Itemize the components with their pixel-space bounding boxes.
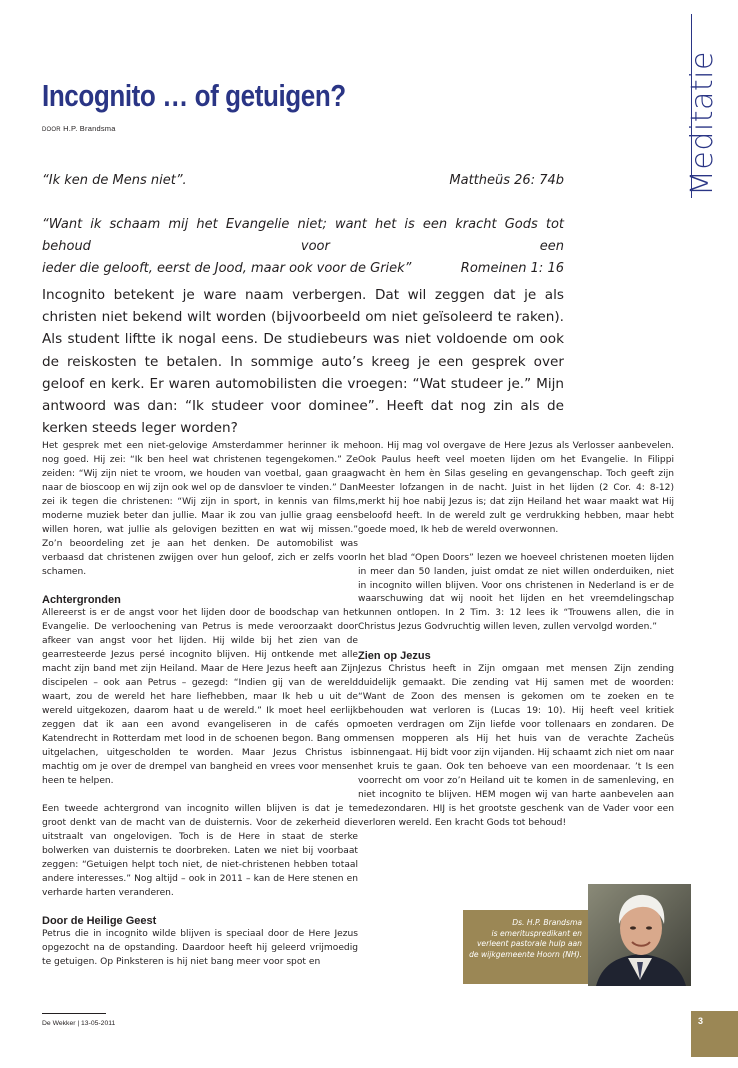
right-paragraph-2: In het blad “Open Doors” lezen we hoeveel christenen moeten lijden in meer dan 50 landen, juist omdat ze niet willen onderduiken, niet in incognito willen blijven. Voor ons christenen in Nederland is er de waarschuwing dat wij nooit het lijden en het vreemdelingschap kunnen ontlopen. In 2 Tim. 3: 12 lees ik “Trouwens allen, die in Christus Jezus Godvruchtig willen leven, zullen vervolgd worden.” (358, 552, 674, 633)
author-name: H.P. Brandsma (63, 124, 116, 133)
epigraph-2-line-2 (42, 258, 564, 280)
footer-publication: De Wekker | 13-05-2011 (42, 1020, 116, 1027)
left-paragraph-1: Het gesprek met een niet-gelovige Amsterdammer herinner ik me nog goed. Hij zei: “Ik ben heel wat christenen tegengekomen.” Ze zeiden: “Wij zijn niet te vroom, we houden van voetbal, gaan graag naar de bioscoop en wij zijn ook wel op de dansvloer te vinden.” Dan zei ik tegen die christenen: “Wij zijn in sport, in kennis van films, moderne muziek beter dan jullie. Maar ik zou van jullie graag eens willen horen, wat jullie als gelovigen bezitten en wat wij missen.” Zo’n beoordeling zet je aan het denken. De automobilist was verbaasd dat christenen zwijgen over hun geloof, zich er zelfs voor schamen. (42, 441, 358, 577)
heading-zien-op-jezus: Zien op Jezus (358, 650, 431, 663)
footer-rule (42, 1013, 106, 1014)
section-label: Meditatie (685, 51, 720, 196)
caption-line-2: is emerituspredikant en (491, 928, 582, 938)
author-portrait (588, 884, 691, 986)
epigraph-2-line-2-text: ieder die gelooft, eerst de Jood, maar ook voor de Griek” (42, 261, 412, 276)
epigraph-1 (42, 170, 564, 192)
epigraph-1-ref: Mattheüs 26: 74b (449, 173, 564, 188)
caption-line-1: Ds. H.P. Brandsma (512, 918, 582, 927)
page-number-box (691, 1011, 738, 1057)
page-number: 3 (698, 1016, 704, 1026)
right-paragraph-3: Jezus Christus heeft in Zijn omgaan met mensen Zijn zending duidelijk gemaakt. Die zending vat Hij samen met de woorden: “Want de Zoon des mensen is gekomen om te zoeken en te behouden wat verloren is (Lucas 19: 10). Hij heeft veel kritiek moeten verdragen om Zijn liefde voor tollenaars en zondaren. De mensen mopperen als Hij het huis van de verachte Zacheüs binnengaat. Hij bidt voor zijn vijanden. Hij schaamt zich niet om naar het kruis te gaan. Ook ten behoeve van een moordenaar. ’t Is een voorrecht om voor zo’n Heiland uit te komen in de samenleving, en niet incognito te blijven. HEM mogen wij van harte aanbevelen aan medezondaren. HIJ is het grootste geschenk van de Vader voor een verloren wereld. Een kracht Gods tot behoud! (358, 664, 674, 828)
epigraph-2 (42, 214, 564, 280)
epigraph-1-text: “Ik ken de Mens niet”. (42, 173, 187, 188)
portrait-illustration (588, 884, 691, 986)
epigraph-2-ref: Romeinen 1: 16 (460, 261, 564, 276)
left-paragraph-3: Een tweede achtergrond van incognito willen blijven is dat je te groot denkt van de macht van de duisternis. Voor de zekerheid die uitstraalt van ongelovigen. Toch is de Here in staat de sterke bolwerken van duisternis te doorbreken. Laten we niet bij voorbaat zeggen: “Getuigen helpt toch niet, de niet-christenen hebben totaal andere interesses.” Nog altijd – ook in 2011 – kan de Here stenen en verharde harten veranderen. (42, 803, 358, 898)
photo-caption (463, 910, 588, 984)
epigraph-2-line-1: “Want ik schaam mij het Evangelie niet; want het is een kracht Gods tot behoud voor een (42, 217, 564, 254)
heading-heilige-geest: Door de Heilige Geest (42, 915, 157, 928)
left-paragraph-4: Petrus die in incognito wilde blijven is speciaal door de Here Jezus opgezocht na de opstanding. Daardoor heeft hij geleerd vrijmoedig te getuigen. Op Pinksteren is hij niet bang meer voor spot en (42, 929, 358, 968)
right-paragraph-1: hoon. Hij mag vol overgave de Here Jezus als Verlosser aanbevelen. Ook Paulus heeft veel moeten lijden om het Evangelie. In Filippi wacht èn hem èn Silas geseling en gevangenschap. Toch geeft zijn Meester lofzangen in de nacht. Juist in het lijden (2 Cor. 4: 8-12) merkt hij hoe nabij Jezus is; dat zijn Heiland het waar maakt wat Hij beloofd heeft. In de wereld zult ge verdrukking hebben, maar hebt goede moed, Ik heb de wereld overwonnen. (358, 441, 674, 535)
byline (42, 124, 116, 133)
left-paragraph-2: Allereerst is er de angst voor het lijden door de boodschap van het Evangelie. De verloochening van Petrus is mede veroorzaakt door afkeer van angst voor het lijden. Hij wilde bij het zien van de gearresteerde Jezus persé incognito blijven. Hij ontkende met alle macht zijn band met zijn Heiland. Maar de Here Jezus heeft aan Zijn discipelen – ook aan Petrus – gezegd: “Indien gij van de wereld waart, zou de wereld het hare liefhebben, maar Ik heb u uit de wereld uitgekozen, daarom haat u de wereld.” Ik moet heel eerlijk zeggen dat ik aan een avond evangeliseren in de cafés op Katendrecht in Rotterdam met lood in de schoenen begon. Bang om uitgelachen, uitgescholden te worden. Maar Jezus Christus is machtig om je over de drempel van bangheid en vrees voor mensen heen te helpen. (42, 608, 358, 786)
intro-paragraph: Incognito betekent je ware naam verbergen. Dat wil zeggen dat je als christen niet bekend wilt worden (bijvoorbeeld om niet geïsoleerd te raken). Als student liftte ik nogal eens. De studiebeurs was niet voldoende om ook de reiskosten te betalen. In sommige auto’s kreeg je een gesprek over geloof en kerk. Er waren automobilisten die vroegen: “Wat studeer je.” Mijn antwoord was dan: “Ik studeer voor dominee”. Heeft dat nog zin als de kerken steeds leger worden? (42, 287, 564, 437)
right-column (358, 440, 674, 831)
article-title: Incognito … of getuigen? (42, 78, 346, 113)
caption-line-3: verleent pastorale hulp aan (476, 939, 582, 949)
caption-line-4: de wijkgemeente Hoorn (NH). (469, 949, 582, 959)
heading-achtergronden: Achtergronden (42, 594, 121, 607)
left-column (42, 440, 358, 970)
byline-prefix: DOOR (42, 127, 61, 133)
